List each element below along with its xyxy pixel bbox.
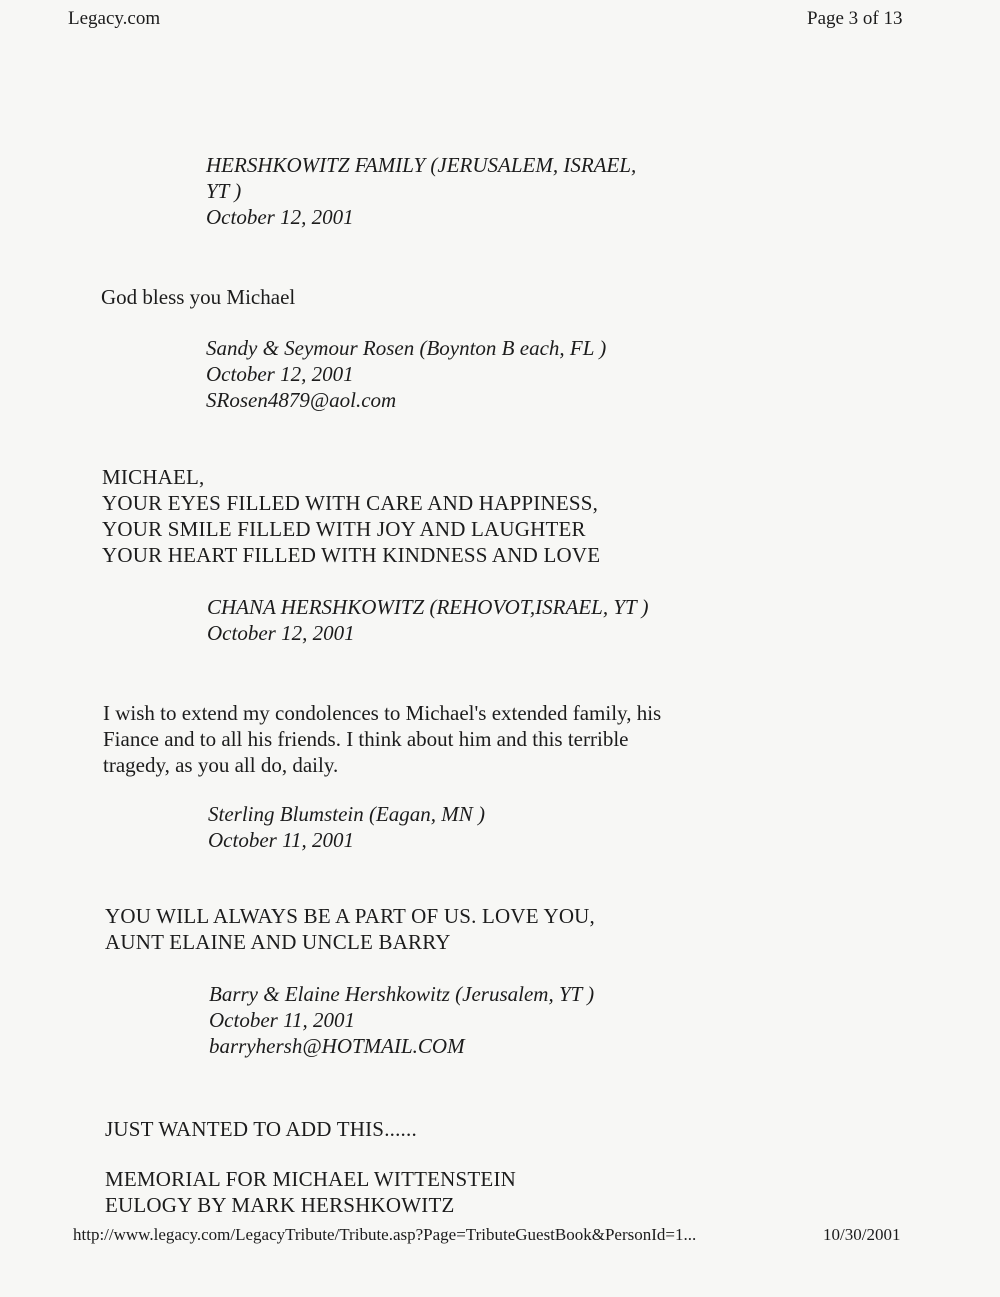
message-line: YOUR SMILE FILLED WITH JOY AND LAUGHTER [102,517,586,541]
entry-date: October 11, 2001 [208,828,355,852]
entry-email: barryhersh@HOTMAIL.COM [209,1034,465,1058]
site-name: Legacy.com [68,8,161,29]
message-line: AUNT ELAINE AND UNCLE BARRY [105,930,451,954]
print-date: 10/30/2001 [823,1225,901,1244]
message-line: MEMORIAL FOR MICHAEL WITTENSTEIN [105,1167,517,1191]
guestbook-message [105,1166,516,1218]
message-line: JUST WANTED TO ADD THIS...... [105,1117,417,1141]
message-line: YOUR HEART FILLED WITH KINDNESS AND LOVE [102,543,601,567]
signature-name-line: HERSHKOWITZ FAMILY (JERUSALEM, ISRAEL, [206,153,637,177]
guestbook-message [105,903,595,955]
message-line: YOU WILL ALWAYS BE A PART OF US. LOVE YOU, [105,904,595,928]
message-line: tragedy, as you all do, daily. [103,753,339,777]
page-url: http://www.legacy.com/LegacyTribute/Tribute.asp?Page=TributeGuestBook&PersonId=1... [73,1225,697,1244]
entry-date: October 12, 2001 [207,621,355,645]
message-line: God bless you Michael [101,285,296,309]
message-line: Fiance and to all his friends. I think about him and this terrible [103,727,629,751]
guestbook-signature [207,594,649,646]
entry-email: SRosen4879@aol.com [206,388,397,412]
signature-name-line: YT ) [206,179,242,203]
entry-date: October 12, 2001 [206,362,354,386]
guestbook-message [101,284,295,310]
guestbook-signature [209,981,594,1059]
message-line: MICHAEL, [102,465,205,489]
entry-date: October 12, 2001 [206,205,354,229]
guestbook-message [103,700,661,778]
entry-date: October 11, 2001 [209,1008,356,1032]
signature-name-line: Barry & Elaine Hershkowitz (Jerusalem, YT ) [209,982,595,1006]
page-indicator: Page 3 of 13 [807,8,903,29]
message-line: EULOGY BY MARK HERSHKOWITZ [105,1193,455,1217]
signature-name-line: Sandy & Seymour Rosen (Boynton B each, FL ) [206,336,607,360]
message-line: I wish to extend my condolences to Michael's extended family, his [103,701,662,725]
guestbook-signature [208,801,485,853]
guestbook-message [105,1116,417,1142]
signature-name-line: CHANA HERSHKOWITZ (REHOVOT,ISRAEL, YT ) [207,595,649,619]
message-line: YOUR EYES FILLED WITH CARE AND HAPPINESS, [102,491,599,515]
guestbook-message [102,464,600,568]
guestbook-signature [206,152,636,230]
guestbook-signature [206,335,606,413]
signature-name-line: Sterling Blumstein (Eagan, MN ) [208,802,486,826]
